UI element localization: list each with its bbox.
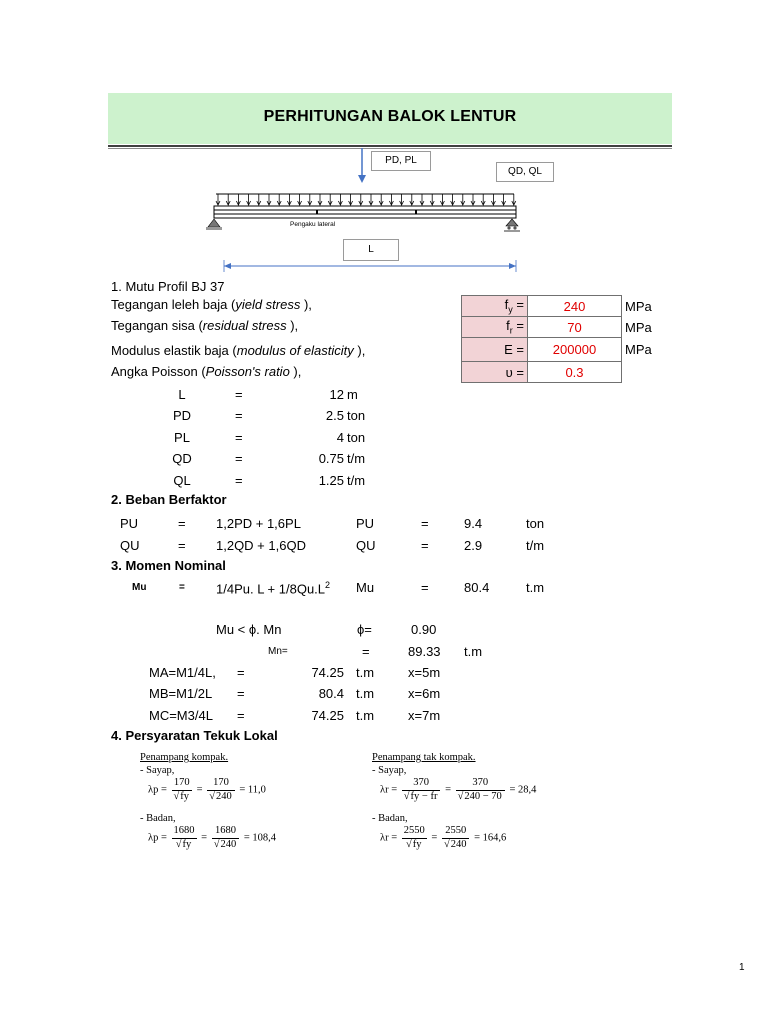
span-label: L [343, 239, 399, 261]
input-unit: t/m [347, 473, 366, 488]
input-unit: t/m [347, 451, 366, 466]
label-italic: modulus of elasticity [236, 343, 354, 358]
moment-name: MC=M3/4L [149, 708, 213, 723]
check-label: Mu < ϕ. Mn [216, 622, 282, 637]
input-name: QD [172, 451, 192, 466]
label-pre: Angka Poisson ( [111, 364, 206, 379]
compact-web-formula: λp = $\frac{1680}{√fy}$ = $\frac{1680}{√240}$ = 108,4 [148, 825, 276, 850]
input-unit: ton [347, 408, 366, 423]
label-pre: Modulus elastik baja ( [111, 343, 237, 358]
mn-unit: t.m [464, 644, 483, 659]
mu-formula [216, 580, 330, 596]
label-italic: residual stress [202, 318, 287, 333]
input-eq: = [235, 473, 243, 488]
modulus-label [111, 343, 365, 358]
moment-unit: t.m [356, 665, 375, 680]
fr-symbol: $f_r$ = [462, 317, 528, 338]
load-unit: t/m [526, 538, 545, 553]
section1-heading: 1. Mutu Profil BJ 37 [111, 279, 225, 294]
input-name: PD [172, 408, 192, 423]
label-post: ), [300, 297, 312, 312]
compact-flange-label: - Sayap, [140, 765, 175, 776]
phi-value[interactable]: 0.90 [411, 622, 437, 637]
load-value[interactable]: 9.4 [464, 516, 483, 531]
moment-eq: = [237, 708, 245, 723]
section3-heading: 3. Momen Nominal [111, 558, 226, 573]
noncompact-title: Penampang tak kompak. [372, 752, 476, 763]
e-value[interactable]: 200000 [528, 338, 622, 362]
mu-formula-text: 1/4Pu. L + 1/8Qu.L [216, 581, 326, 597]
input-eq: = [235, 430, 243, 445]
label-post: ), [289, 364, 302, 379]
residual-stress-label [111, 318, 298, 333]
table-row [462, 362, 666, 383]
load-unit: ton [526, 516, 545, 531]
input-name: PL [174, 430, 190, 445]
mu-formula-sup: 2 [325, 580, 331, 590]
yield-stress-label [111, 297, 312, 312]
bracing-label: Pengaku lateral [290, 221, 336, 228]
load-value[interactable]: 2.9 [464, 538, 483, 553]
compact-title: Penampang kompak. [140, 752, 229, 763]
mu-value[interactable]: 80.4 [464, 580, 490, 595]
input-eq: = [235, 408, 243, 423]
mn-label: Mn= [268, 646, 288, 657]
poisson-label [111, 364, 301, 379]
noncompact-web-formula: λr = $\frac{2550}{√fy}$ = $\frac{2550}{√240}$ = 164,6 [380, 825, 507, 850]
section4-heading: 4. Persyaratan Tekuk Lokal [111, 728, 278, 743]
load-name-2: QU [356, 538, 376, 553]
moment-unit: t.m [356, 686, 375, 701]
mu-unit: t.m [526, 580, 545, 595]
moment-x: x=5m [408, 665, 441, 680]
load-eq-2: = [421, 538, 429, 553]
input-eq: = [235, 451, 243, 466]
input-value[interactable]: 1.25 [318, 473, 344, 488]
load-name-2: PU [356, 516, 375, 531]
title-rule [108, 145, 672, 147]
label-post: ), [286, 318, 299, 333]
moment-x: x=6m [408, 686, 441, 701]
label-italic: yield stress [235, 297, 301, 312]
mn-value[interactable]: 89.33 [408, 644, 441, 659]
moment-name: MA=M1/4L, [149, 665, 216, 680]
load-formula: 1,2QD + 1,6QD [216, 538, 306, 553]
input-unit: ton [347, 430, 366, 445]
label-pre: Tegangan leleh baja ( [111, 297, 236, 312]
noncompact-flange-label: - Sayap, [372, 765, 407, 776]
label-italic: Poisson's ratio [205, 364, 290, 379]
moment-x: x=7m [408, 708, 441, 723]
input-name: QL [173, 473, 191, 488]
input-unit: m [347, 387, 358, 402]
load-eq-2: = [421, 516, 429, 531]
input-value[interactable]: 12 [329, 387, 344, 402]
load-eq: = [178, 538, 186, 553]
material-properties-table [461, 295, 666, 383]
mu-eq: = [179, 582, 185, 593]
mu-eq-2: = [421, 580, 429, 595]
compact-web-label: - Badan, [140, 813, 176, 824]
moment-eq: = [237, 665, 245, 680]
mn-eq: = [362, 644, 370, 659]
e-unit: MPa [625, 342, 652, 357]
fy-unit: MPa [625, 298, 652, 314]
moment-eq: = [237, 686, 245, 701]
phi-label: ϕ= [357, 622, 372, 637]
point-load-label: PD, PL [371, 151, 431, 171]
input-value[interactable]: 4 [336, 430, 344, 445]
fr-value[interactable]: 70 [528, 317, 622, 338]
noncompact-web-label: - Badan, [372, 813, 408, 824]
page-number: 1 [739, 962, 745, 973]
label-post: ), [353, 343, 366, 358]
distributed-load-label: QD, QL [496, 162, 554, 182]
moment-value[interactable]: 74.25 [311, 665, 344, 680]
title-band [108, 93, 672, 144]
mu-name-2: Mu [356, 580, 375, 595]
table-row [462, 338, 666, 362]
label-pre: Tegangan sisa ( [111, 318, 203, 333]
table-row [462, 317, 666, 338]
nu-unit [622, 362, 666, 383]
moment-value[interactable]: 80.4 [318, 686, 344, 701]
fy-symbol: $f_y$ = [462, 296, 528, 317]
load-name: QU [120, 538, 140, 553]
input-name: L [178, 387, 186, 402]
moment-value[interactable]: 74.25 [311, 708, 344, 723]
input-value[interactable]: 0.75 [318, 451, 344, 466]
e-symbol: E = [462, 338, 528, 362]
table-row [462, 296, 666, 317]
input-eq: = [235, 387, 243, 402]
page-title: PERHITUNGAN BALOK LENTUR [263, 108, 517, 125]
moment-unit: t.m [356, 708, 375, 723]
noncompact-flange-formula: λr = $\frac{370}{√fy - fr}$ = $\frac{370}{√240 - 70}$ = 28,4 [380, 777, 537, 802]
fr-unit: MPa [625, 319, 652, 335]
load-eq: = [178, 516, 186, 531]
fy-value[interactable]: 240 [528, 296, 622, 317]
load-name: PU [120, 516, 139, 531]
compact-flange-formula: λp = $\frac{170}{√fy}$ = $\frac{170}{√240}$ = 11,0 [148, 777, 266, 802]
load-formula: 1,2PD + 1,6PL [216, 516, 301, 531]
nu-value[interactable]: 0.3 [528, 362, 622, 383]
input-value[interactable]: 2.5 [325, 408, 344, 423]
nu-symbol: υ = [462, 362, 528, 383]
mu-label: Mu [132, 582, 147, 593]
moment-name: MB=M1/2L [149, 686, 213, 701]
section2-heading: 2. Beban Berfaktor [111, 492, 227, 507]
